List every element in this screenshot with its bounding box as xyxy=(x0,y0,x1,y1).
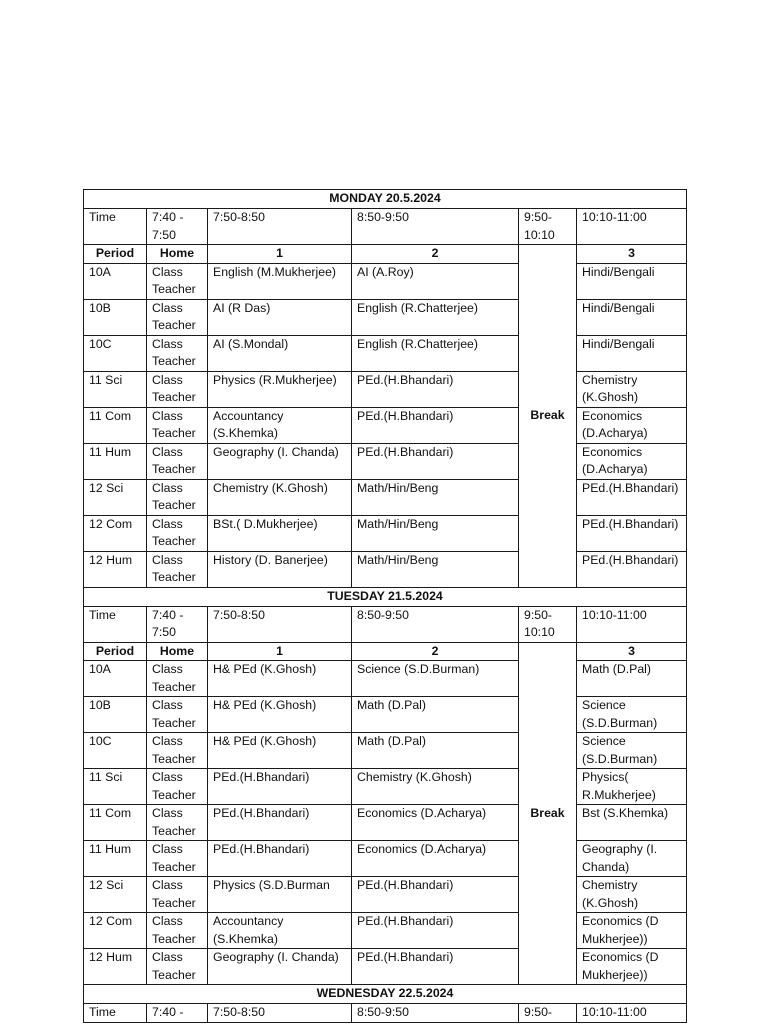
class-name-cell: 10B xyxy=(84,299,147,335)
subject-cell: PEd.(H.Bhandari) xyxy=(577,551,687,587)
day-title: WEDNESDAY 22.5.2024 xyxy=(84,985,687,1004)
home-cell: Class Teacher xyxy=(147,805,208,841)
class-row xyxy=(84,841,687,877)
time-slot-cell: 7:40 - 7:50 xyxy=(147,606,208,642)
period-header-cell: Home xyxy=(147,642,208,661)
home-cell: Class Teacher xyxy=(147,515,208,551)
class-name-cell: 10A xyxy=(84,661,147,697)
subject-cell: English (R.Chatterjee) xyxy=(352,299,519,335)
time-slot-cell: 7:40 - xyxy=(147,1004,208,1023)
subject-cell: Chemistry (K.Ghosh) xyxy=(577,877,687,913)
class-name-cell: 12 Hum xyxy=(84,949,147,985)
day-title-row xyxy=(84,985,687,1004)
class-row xyxy=(84,661,687,697)
class-row xyxy=(84,913,687,949)
home-cell: Class Teacher xyxy=(147,841,208,877)
period-header-row xyxy=(84,642,687,661)
period-header-cell: 2 xyxy=(352,642,519,661)
time-slot-cell: 10:10-11:00 xyxy=(577,209,687,245)
class-name-cell: 10B xyxy=(84,697,147,733)
time-slot-cell: 9:50-10:10 xyxy=(519,209,577,245)
period-header-cell: 3 xyxy=(577,245,687,264)
class-row xyxy=(84,335,687,371)
subject-cell: Hindi/Bengali xyxy=(577,299,687,335)
class-row xyxy=(84,371,687,407)
home-cell: Class Teacher xyxy=(147,877,208,913)
subject-cell: Economics (D.Acharya) xyxy=(577,443,687,479)
time-row xyxy=(84,606,687,642)
subject-cell: Economics (D.Acharya) xyxy=(352,805,519,841)
class-name-cell: 11 Hum xyxy=(84,841,147,877)
subject-cell: PEd.(H.Bhandari) xyxy=(208,769,352,805)
subject-cell: Geography (I. Chanda) xyxy=(577,841,687,877)
subject-cell: H& PEd (K.Ghosh) xyxy=(208,733,352,769)
subject-cell: Math/Hin/Beng xyxy=(352,551,519,587)
class-row xyxy=(84,877,687,913)
class-name-cell: 12 Com xyxy=(84,913,147,949)
subject-cell: PEd.(H.Bhandari) xyxy=(352,877,519,913)
class-name-cell: 10C xyxy=(84,335,147,371)
routine-table-body xyxy=(84,190,687,1023)
subject-cell: Math (D.Pal) xyxy=(352,733,519,769)
subject-cell: Accountancy (S.Khemka) xyxy=(208,407,352,443)
subject-cell: Physics( R.Mukherjee) xyxy=(577,769,687,805)
subject-cell: BSt.( D.Mukherjee) xyxy=(208,515,352,551)
home-cell: Class Teacher xyxy=(147,913,208,949)
period-header-cell: Period xyxy=(84,245,147,264)
period-header-cell: Home xyxy=(147,245,208,264)
subject-cell: H& PEd (K.Ghosh) xyxy=(208,697,352,733)
home-cell: Class Teacher xyxy=(147,479,208,515)
period-header-cell: 2 xyxy=(352,245,519,264)
home-cell: Class Teacher xyxy=(147,697,208,733)
day-title-row xyxy=(84,190,687,209)
subject-cell: Economics (D Mukherjee)) xyxy=(577,949,687,985)
home-cell: Class Teacher xyxy=(147,949,208,985)
class-name-cell: 11 Hum xyxy=(84,443,147,479)
time-slot-cell: 7:40 - 7:50 xyxy=(147,209,208,245)
subject-cell: PEd.(H.Bhandari) xyxy=(577,515,687,551)
time-slot-cell: 10:10-11:00 xyxy=(577,1004,687,1023)
subject-cell: History (D. Banerjee) xyxy=(208,551,352,587)
class-row xyxy=(84,697,687,733)
period-header-row xyxy=(84,245,687,264)
subject-cell: Physics (R.Mukherjee) xyxy=(208,371,352,407)
subject-cell: PEd.(H.Bhandari) xyxy=(208,805,352,841)
class-row xyxy=(84,949,687,985)
class-name-cell: 11 Com xyxy=(84,407,147,443)
subject-cell: Chemistry (K.Ghosh) xyxy=(208,479,352,515)
subject-cell: Math/Hin/Beng xyxy=(352,515,519,551)
subject-cell: English (R.Chatterjee) xyxy=(352,335,519,371)
subject-cell: PEd.(H.Bhandari) xyxy=(577,479,687,515)
subject-cell: Hindi/Bengali xyxy=(577,335,687,371)
class-row xyxy=(84,515,687,551)
class-name-cell: 11 Sci xyxy=(84,769,147,805)
time-slot-cell: 7:50-8:50 xyxy=(208,209,352,245)
subject-cell: Physics (S.D.Burman xyxy=(208,877,352,913)
day-title-row xyxy=(84,587,687,606)
subject-cell: PEd.(H.Bhandari) xyxy=(352,371,519,407)
class-name-cell: 10A xyxy=(84,263,147,299)
time-slot-cell: 8:50-9:50 xyxy=(352,1004,519,1023)
class-name-cell: 12 Sci xyxy=(84,877,147,913)
time-slot-cell: 10:10-11:00 xyxy=(577,606,687,642)
subject-cell: Accountancy (S.Khemka) xyxy=(208,913,352,949)
class-name-cell: 10C xyxy=(84,733,147,769)
time-slot-cell: 9:50-10:10 xyxy=(519,606,577,642)
break-cell: Break xyxy=(519,245,577,588)
class-name-cell: 11 Sci xyxy=(84,371,147,407)
time-row xyxy=(84,209,687,245)
class-row xyxy=(84,299,687,335)
subject-cell: H& PEd (K.Ghosh) xyxy=(208,661,352,697)
home-cell: Class Teacher xyxy=(147,407,208,443)
period-header-cell: Period xyxy=(84,642,147,661)
class-name-cell: 11 Com xyxy=(84,805,147,841)
class-row xyxy=(84,407,687,443)
home-cell: Class Teacher xyxy=(147,335,208,371)
subject-cell: PEd.(H.Bhandari) xyxy=(352,913,519,949)
subject-cell: Geography (I. Chanda) xyxy=(208,949,352,985)
period-header-cell: 1 xyxy=(208,245,352,264)
home-cell: Class Teacher xyxy=(147,661,208,697)
class-row xyxy=(84,551,687,587)
home-cell: Class Teacher xyxy=(147,769,208,805)
period-header-cell: 3 xyxy=(577,642,687,661)
subject-cell: Economics (D Mukherjee)) xyxy=(577,913,687,949)
subject-cell: Hindi/Bengali xyxy=(577,263,687,299)
subject-cell: Chemistry (K.Ghosh) xyxy=(577,371,687,407)
subject-cell: PEd.(H.Bhandari) xyxy=(352,443,519,479)
class-row xyxy=(84,263,687,299)
subject-cell: PEd.(H.Bhandari) xyxy=(352,407,519,443)
subject-cell: PEd.(H.Bhandari) xyxy=(208,841,352,877)
subject-cell: AI (A.Roy) xyxy=(352,263,519,299)
time-slot-cell: 7:50-8:50 xyxy=(208,1004,352,1023)
subject-cell: Science (S.D.Burman) xyxy=(352,661,519,697)
class-row xyxy=(84,479,687,515)
class-name-cell: 12 Hum xyxy=(84,551,147,587)
subject-cell: English (M.Mukherjee) xyxy=(208,263,352,299)
home-cell: Class Teacher xyxy=(147,299,208,335)
subject-cell: Math (D.Pal) xyxy=(577,661,687,697)
time-slot-cell: Time xyxy=(84,1004,147,1023)
home-cell: Class Teacher xyxy=(147,733,208,769)
time-slot-cell: 8:50-9:50 xyxy=(352,209,519,245)
subject-cell: Science (S.D.Burman) xyxy=(577,697,687,733)
time-slot-cell: 7:50-8:50 xyxy=(208,606,352,642)
time-slot-cell: 8:50-9:50 xyxy=(352,606,519,642)
class-row xyxy=(84,733,687,769)
subject-cell: Science (S.D.Burman) xyxy=(577,733,687,769)
home-cell: Class Teacher xyxy=(147,371,208,407)
routine-table xyxy=(83,189,687,1023)
subject-cell: PEd.(H.Bhandari) xyxy=(352,949,519,985)
subject-cell: Geography (I. Chanda) xyxy=(208,443,352,479)
day-title: MONDAY 20.5.2024 xyxy=(84,190,687,209)
break-cell: Break xyxy=(519,642,577,985)
day-title: TUESDAY 21.5.2024 xyxy=(84,587,687,606)
class-row xyxy=(84,443,687,479)
time-slot-cell: 9:50- xyxy=(519,1004,577,1023)
home-cell: Class Teacher xyxy=(147,263,208,299)
time-slot-cell: Time xyxy=(84,209,147,245)
class-name-cell: 12 Sci xyxy=(84,479,147,515)
subject-cell: Bst (S.Khemka) xyxy=(577,805,687,841)
subject-cell: AI (R Das) xyxy=(208,299,352,335)
time-slot-cell: Time xyxy=(84,606,147,642)
home-cell: Class Teacher xyxy=(147,443,208,479)
time-row xyxy=(84,1004,687,1023)
subject-cell: Economics (D.Acharya) xyxy=(577,407,687,443)
subject-cell: AI (S.Mondal) xyxy=(208,335,352,371)
subject-cell: Math (D.Pal) xyxy=(352,697,519,733)
period-header-cell: 1 xyxy=(208,642,352,661)
home-cell: Class Teacher xyxy=(147,551,208,587)
subject-cell: Chemistry (K.Ghosh) xyxy=(352,769,519,805)
subject-cell: Economics (D.Acharya) xyxy=(352,841,519,877)
class-row xyxy=(84,805,687,841)
subject-cell: Math/Hin/Beng xyxy=(352,479,519,515)
class-row xyxy=(84,769,687,805)
class-name-cell: 12 Com xyxy=(84,515,147,551)
